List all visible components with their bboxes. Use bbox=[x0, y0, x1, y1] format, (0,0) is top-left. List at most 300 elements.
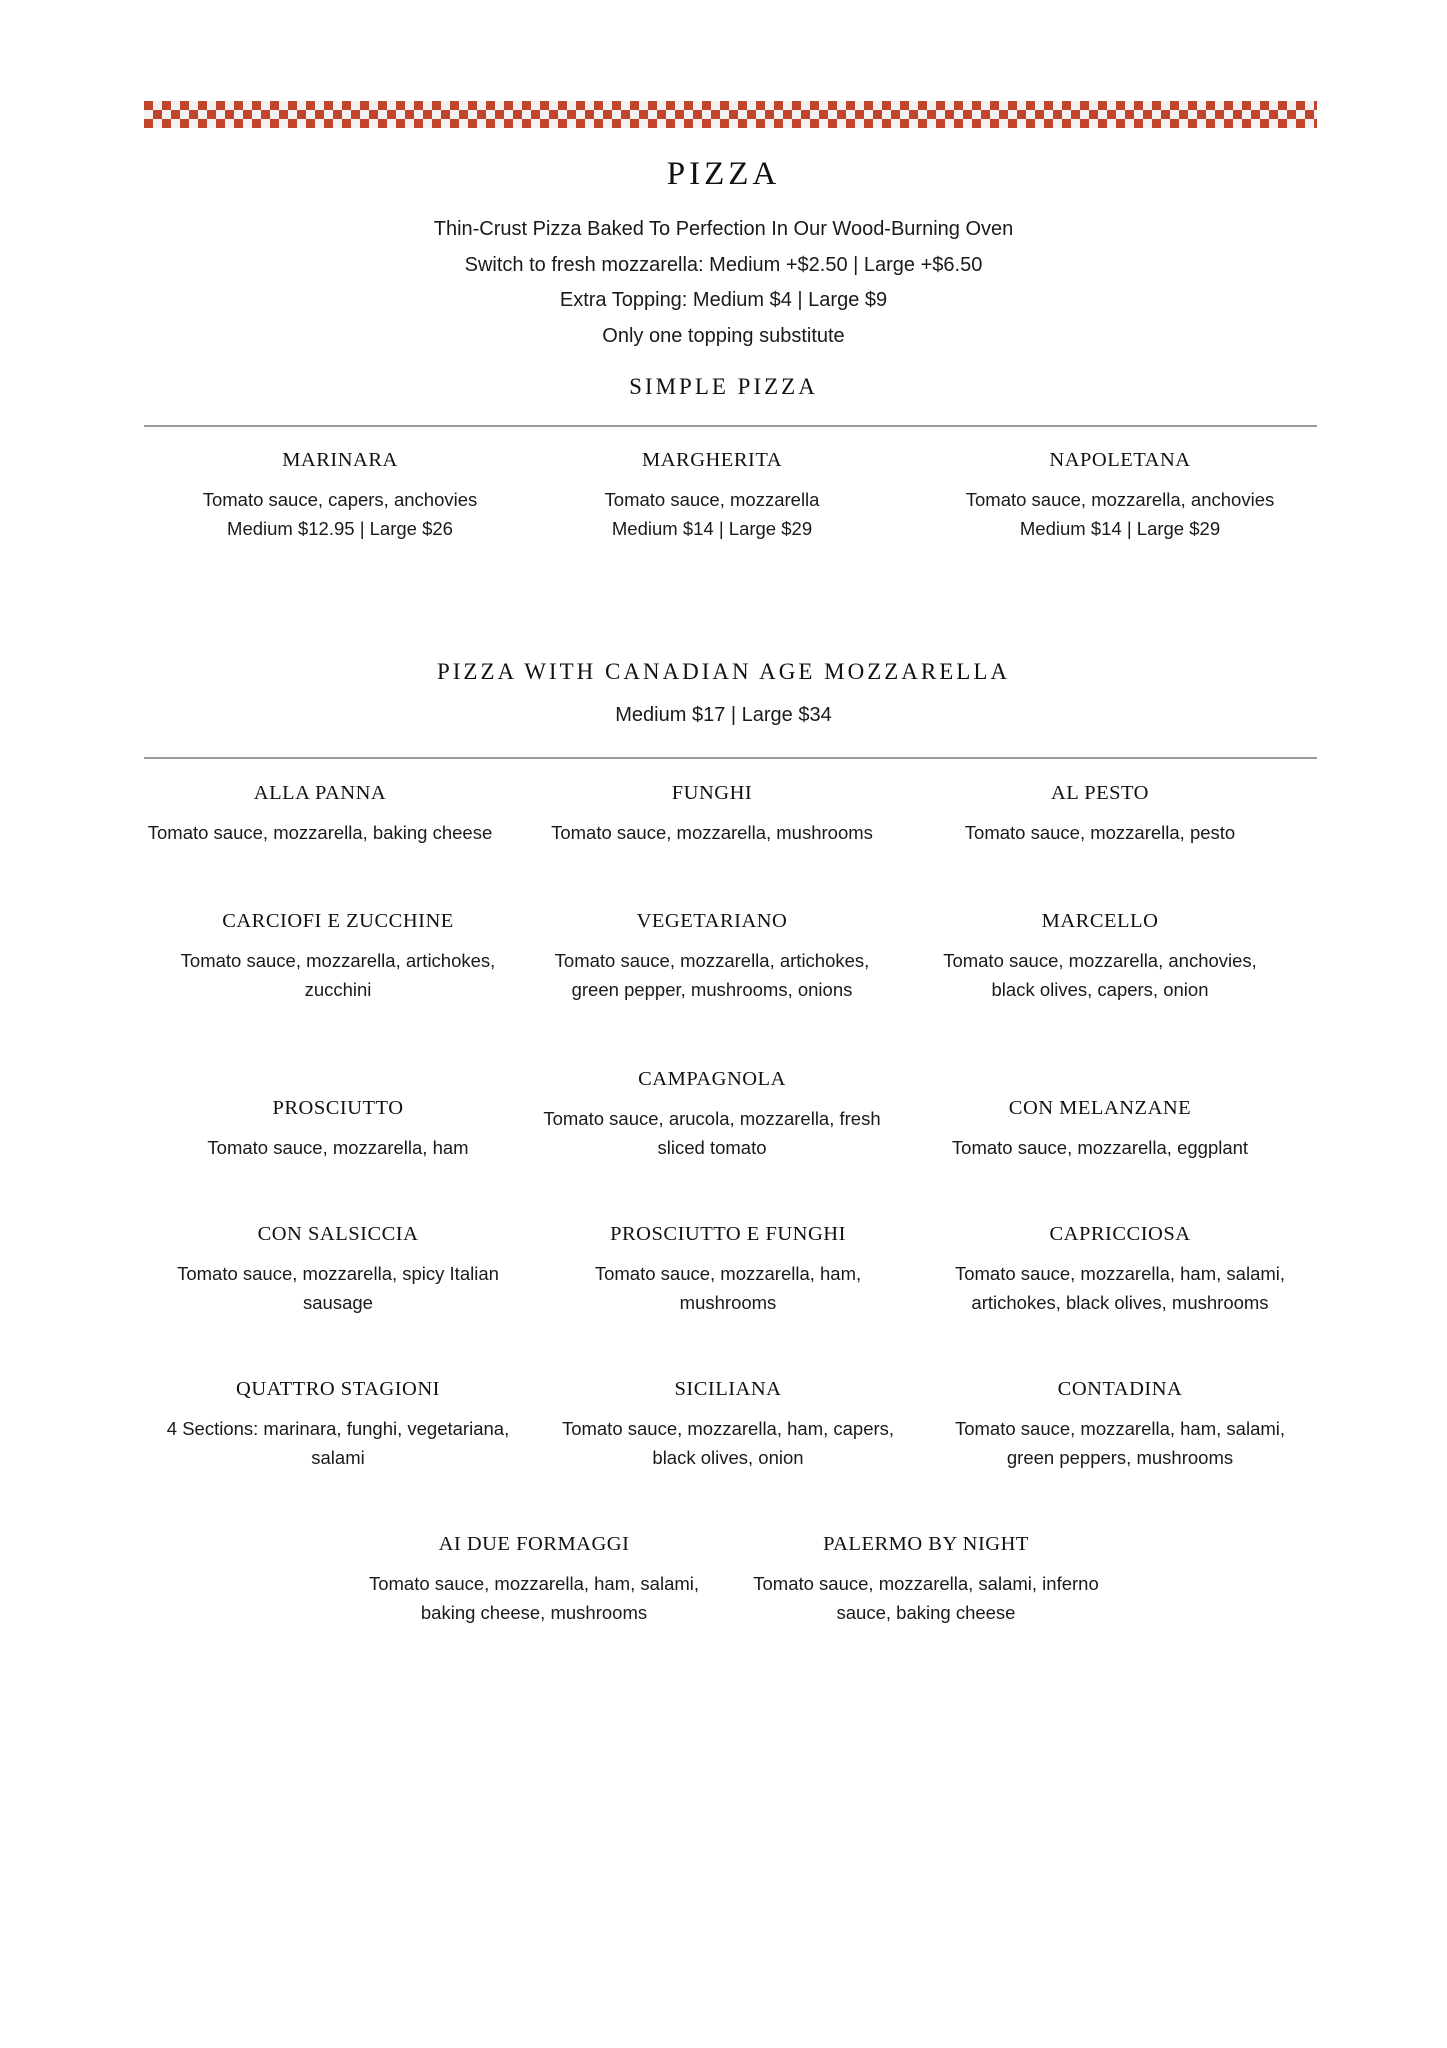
checker-cell bbox=[1224, 119, 1233, 128]
checker-cell bbox=[324, 101, 333, 110]
desc-line: Tomato sauce, mozzarella, ham, salami, bbox=[954, 1418, 1286, 1439]
checker-cell bbox=[1188, 101, 1197, 110]
checker-cell bbox=[1287, 110, 1296, 119]
checker-cell bbox=[990, 119, 999, 128]
checker-cell bbox=[396, 110, 405, 119]
checker-cell bbox=[243, 119, 252, 128]
checker-cell bbox=[1179, 119, 1188, 128]
checker-cell bbox=[1008, 101, 1017, 110]
checker-cell bbox=[1179, 101, 1188, 110]
desc-line: sliced tomato bbox=[657, 1137, 767, 1158]
checker-cell bbox=[927, 119, 936, 128]
checker-cell bbox=[594, 101, 603, 110]
checker-cell bbox=[513, 110, 522, 119]
checker-cell bbox=[198, 101, 207, 110]
checker-cell bbox=[558, 110, 567, 119]
checker-cell bbox=[225, 119, 234, 128]
desc-line: black olives, onion bbox=[652, 1447, 804, 1468]
checker-cell bbox=[315, 110, 324, 119]
checker-cell bbox=[954, 110, 963, 119]
checker-cell bbox=[522, 119, 531, 128]
desc-line: Tomato sauce, mozzarella, anchovies bbox=[965, 489, 1275, 510]
section-title-canadian-mozzarella: PIZZA WITH CANADIAN AGE MOZZARELLA bbox=[436, 659, 1011, 684]
desc-line: Tomato sauce, mozzarella, anchovies, bbox=[943, 950, 1257, 971]
checker-cell bbox=[279, 110, 288, 119]
checker-cell bbox=[666, 110, 675, 119]
checker-cell bbox=[504, 119, 513, 128]
checker-cell bbox=[531, 119, 540, 128]
checker-cell bbox=[810, 101, 819, 110]
checker-cell bbox=[234, 101, 243, 110]
checker-cell bbox=[1197, 119, 1206, 128]
checker-cell bbox=[252, 101, 261, 110]
checker-cell bbox=[963, 101, 972, 110]
section-divider bbox=[144, 757, 1317, 759]
checker-cell bbox=[990, 101, 999, 110]
checker-cell bbox=[198, 119, 207, 128]
checker-cell bbox=[801, 110, 810, 119]
checker-cell bbox=[432, 101, 441, 110]
checker-cell bbox=[549, 119, 558, 128]
checker-cell bbox=[1134, 101, 1143, 110]
checker-cell bbox=[1215, 101, 1224, 110]
checker-cell bbox=[162, 119, 171, 128]
checker-cell bbox=[864, 101, 873, 110]
checker-cell bbox=[396, 101, 405, 110]
checker-cell bbox=[1260, 101, 1269, 110]
checker-cell bbox=[549, 101, 558, 110]
checker-cell bbox=[1278, 110, 1287, 119]
checker-cell bbox=[1080, 101, 1089, 110]
checker-cell bbox=[747, 119, 756, 128]
menu-item-quattro-stagioni bbox=[158, 1378, 518, 1472]
checker-cell bbox=[531, 110, 540, 119]
checker-cell bbox=[1143, 101, 1152, 110]
item-desc bbox=[140, 818, 500, 847]
menu-item-campagnola bbox=[532, 1068, 892, 1162]
checker-cell bbox=[396, 119, 405, 128]
checker-cell bbox=[801, 119, 810, 128]
checker-cell bbox=[999, 119, 1008, 128]
checker-cell bbox=[342, 101, 351, 110]
item-desc bbox=[158, 1133, 518, 1162]
desc-line: Medium $14 | Large $29 bbox=[1019, 518, 1221, 539]
checker-cell bbox=[891, 110, 900, 119]
checker-cell bbox=[909, 110, 918, 119]
checker-cell bbox=[1071, 119, 1080, 128]
intro-line: Extra Topping: Medium $4 | Large $9 bbox=[559, 289, 888, 311]
checker-cell bbox=[369, 110, 378, 119]
checker-cell bbox=[954, 119, 963, 128]
menu-item-con-salsiccia bbox=[158, 1223, 518, 1317]
checker-cell bbox=[1161, 110, 1170, 119]
checker-cell bbox=[828, 110, 837, 119]
checker-cell bbox=[1098, 101, 1107, 110]
item-desc bbox=[940, 485, 1300, 543]
desc-line: Tomato sauce, mozzarella, mushrooms bbox=[551, 822, 873, 843]
checker-cell bbox=[297, 101, 306, 110]
checker-cell bbox=[1089, 101, 1098, 110]
checker-cell bbox=[342, 119, 351, 128]
item-name: CAPRICCIOSA bbox=[1049, 1223, 1191, 1245]
checker-cell bbox=[144, 101, 153, 110]
checker-cell bbox=[711, 119, 720, 128]
checker-cell bbox=[603, 101, 612, 110]
checker-cell bbox=[1314, 119, 1317, 128]
checker-cell bbox=[972, 101, 981, 110]
checker-cell bbox=[756, 110, 765, 119]
checker-cell bbox=[1035, 110, 1044, 119]
checker-cell bbox=[1287, 101, 1296, 110]
checker-cell bbox=[1206, 110, 1215, 119]
checker-cell bbox=[360, 110, 369, 119]
checker-cell bbox=[1242, 110, 1251, 119]
item-desc bbox=[158, 1414, 518, 1472]
desc-line: Medium $14 | Large $29 bbox=[611, 518, 813, 539]
checker-cell bbox=[945, 101, 954, 110]
checker-cell bbox=[450, 110, 459, 119]
checker-cell bbox=[567, 101, 576, 110]
section-price: Medium $17 | Large $34 bbox=[615, 704, 832, 726]
menu-item-carciofi-e-zucchine bbox=[158, 910, 518, 1004]
desc-line: Tomato sauce, capers, anchovies bbox=[202, 489, 478, 510]
checker-cell bbox=[792, 119, 801, 128]
checker-cell bbox=[441, 101, 450, 110]
checker-cell bbox=[315, 119, 324, 128]
checker-cell bbox=[639, 101, 648, 110]
checker-cell bbox=[1314, 101, 1317, 110]
item-name: SICILIANA bbox=[674, 1378, 782, 1400]
checker-cell bbox=[441, 110, 450, 119]
checker-cell bbox=[297, 119, 306, 128]
checker-cell bbox=[882, 101, 891, 110]
desc-line: green pepper, mushrooms, onions bbox=[571, 979, 853, 1000]
checker-cell bbox=[756, 101, 765, 110]
item-desc bbox=[548, 1259, 908, 1317]
checker-cell bbox=[630, 110, 639, 119]
checker-cell bbox=[1269, 101, 1278, 110]
item-desc bbox=[354, 1569, 714, 1627]
checker-cell bbox=[1188, 110, 1197, 119]
checker-cell bbox=[189, 101, 198, 110]
menu-item-marinara bbox=[160, 449, 520, 543]
checker-cell bbox=[297, 110, 306, 119]
checker-cell bbox=[261, 110, 270, 119]
checker-cell bbox=[1134, 119, 1143, 128]
checker-cell bbox=[729, 110, 738, 119]
checker-cell bbox=[1296, 110, 1305, 119]
checker-cell bbox=[585, 110, 594, 119]
checker-cell bbox=[1026, 119, 1035, 128]
checker-cell bbox=[657, 119, 666, 128]
checker-cell bbox=[621, 101, 630, 110]
checker-cell bbox=[873, 101, 882, 110]
desc-line: 4 Sections: marinara, funghi, vegetariana, bbox=[166, 1418, 510, 1439]
item-name: PROSCIUTTO bbox=[272, 1097, 404, 1119]
checker-cell bbox=[279, 101, 288, 110]
desc-line: black olives, capers, onion bbox=[991, 979, 1209, 1000]
checker-cell bbox=[423, 119, 432, 128]
checker-cell bbox=[963, 119, 972, 128]
checker-cell bbox=[711, 110, 720, 119]
section-divider bbox=[144, 425, 1317, 427]
item-desc bbox=[920, 946, 1280, 1004]
checker-cell bbox=[144, 110, 153, 119]
checker-cell bbox=[909, 119, 918, 128]
item-desc bbox=[158, 946, 518, 1004]
checker-cell bbox=[1287, 119, 1296, 128]
checker-cell bbox=[873, 119, 882, 128]
checker-cell bbox=[1098, 110, 1107, 119]
checker-cell bbox=[999, 101, 1008, 110]
checker-cell bbox=[351, 101, 360, 110]
menu-item-alla-panna bbox=[140, 782, 500, 847]
checker-cell bbox=[171, 110, 180, 119]
menu-item-prosciutto bbox=[158, 1097, 518, 1162]
checker-cell bbox=[468, 119, 477, 128]
checker-cell bbox=[1089, 119, 1098, 128]
checker-cell bbox=[1107, 119, 1116, 128]
checker-cell bbox=[378, 119, 387, 128]
checker-cell bbox=[468, 101, 477, 110]
desc-line: Tomato sauce, mozzarella, salami, inferno bbox=[753, 1573, 1099, 1594]
checker-cell bbox=[531, 101, 540, 110]
item-name: MARGHERITA bbox=[641, 449, 783, 471]
checker-cell bbox=[1305, 101, 1314, 110]
item-name: QUATTRO STAGIONI bbox=[236, 1378, 440, 1400]
checker-cell bbox=[918, 101, 927, 110]
checker-cell bbox=[252, 110, 261, 119]
checker-cell bbox=[855, 119, 864, 128]
checker-cell bbox=[1044, 119, 1053, 128]
checker-cell bbox=[936, 110, 945, 119]
desc-line: Tomato sauce, mozzarella, ham bbox=[207, 1137, 469, 1158]
checker-cell bbox=[936, 101, 945, 110]
checker-cell bbox=[1152, 119, 1161, 128]
checker-cell bbox=[603, 119, 612, 128]
checker-cell bbox=[1260, 119, 1269, 128]
checker-cell bbox=[882, 119, 891, 128]
desc-line: mushrooms bbox=[679, 1292, 777, 1313]
checker-cell bbox=[1278, 119, 1287, 128]
checker-cell bbox=[1008, 119, 1017, 128]
checker-cell bbox=[1017, 101, 1026, 110]
checker-cell bbox=[630, 101, 639, 110]
checker-cell bbox=[936, 119, 945, 128]
checker-cell bbox=[1143, 110, 1152, 119]
checker-cell bbox=[1152, 110, 1161, 119]
checker-cell bbox=[504, 101, 513, 110]
item-name: CARCIOFI E ZUCCHINE bbox=[222, 910, 454, 932]
checker-cell bbox=[1305, 110, 1314, 119]
checker-cell bbox=[153, 119, 162, 128]
checker-cell bbox=[594, 110, 603, 119]
checker-cell bbox=[216, 101, 225, 110]
checker-cell bbox=[900, 119, 909, 128]
desc-line: Tomato sauce, mozzarella, ham, salami, bbox=[368, 1573, 700, 1594]
checker-cell bbox=[945, 119, 954, 128]
desc-line: Tomato sauce, arucola, mozzarella, fresh bbox=[543, 1108, 881, 1129]
checker-cell bbox=[234, 110, 243, 119]
checker-cell bbox=[1071, 110, 1080, 119]
checker-cell bbox=[450, 119, 459, 128]
desc-line: Tomato sauce, mozzarella, pesto bbox=[964, 822, 1236, 843]
checker-cell bbox=[1269, 110, 1278, 119]
checker-cell bbox=[1125, 119, 1134, 128]
checker-cell bbox=[1251, 101, 1260, 110]
checker-cell bbox=[477, 101, 486, 110]
checker-cell bbox=[693, 110, 702, 119]
checker-cell bbox=[1116, 110, 1125, 119]
item-name: MARINARA bbox=[282, 449, 398, 471]
checker-cell bbox=[864, 119, 873, 128]
checker-cell bbox=[1224, 110, 1233, 119]
checker-cell bbox=[828, 101, 837, 110]
checker-cell bbox=[900, 110, 909, 119]
checker-cell bbox=[675, 119, 684, 128]
checker-cell bbox=[666, 119, 675, 128]
checker-cell bbox=[792, 101, 801, 110]
checker-cell bbox=[837, 119, 846, 128]
checker-cell bbox=[1098, 119, 1107, 128]
checker-cell bbox=[909, 101, 918, 110]
checker-cell bbox=[1071, 101, 1080, 110]
checker-cell bbox=[1089, 110, 1098, 119]
checker-cell bbox=[576, 101, 585, 110]
checker-cell bbox=[495, 110, 504, 119]
checker-cell bbox=[1053, 110, 1062, 119]
checker-cell bbox=[1188, 119, 1197, 128]
checker-cell bbox=[540, 110, 549, 119]
checker-cell bbox=[702, 110, 711, 119]
checker-cell bbox=[765, 101, 774, 110]
checker-cell bbox=[558, 101, 567, 110]
checker-cell bbox=[333, 119, 342, 128]
checker-cell bbox=[1053, 119, 1062, 128]
checker-cell bbox=[684, 110, 693, 119]
checker-cell bbox=[252, 119, 261, 128]
desc-line: artichokes, black olives, mushrooms bbox=[971, 1292, 1269, 1313]
checker-cell bbox=[585, 119, 594, 128]
checker-cell bbox=[666, 101, 675, 110]
checker-cell bbox=[1206, 119, 1215, 128]
checker-cell bbox=[405, 119, 414, 128]
checker-cell bbox=[324, 119, 333, 128]
checker-cell bbox=[324, 110, 333, 119]
checker-cell bbox=[846, 119, 855, 128]
checker-cell bbox=[1152, 101, 1161, 110]
checker-cell bbox=[1026, 110, 1035, 119]
checker-cell bbox=[1170, 101, 1179, 110]
intro-line: Only one topping substitute bbox=[602, 324, 845, 347]
checker-cell bbox=[1116, 119, 1125, 128]
checker-cell bbox=[468, 110, 477, 119]
checker-cell bbox=[288, 110, 297, 119]
checker-cell bbox=[216, 119, 225, 128]
checker-cell bbox=[684, 101, 693, 110]
checker-cell bbox=[981, 119, 990, 128]
checker-cell bbox=[1017, 110, 1026, 119]
checker-cell bbox=[1233, 110, 1242, 119]
checker-cell bbox=[774, 119, 783, 128]
checker-cell bbox=[1026, 101, 1035, 110]
checker-cell bbox=[729, 119, 738, 128]
checker-cell bbox=[720, 101, 729, 110]
checker-cell bbox=[351, 110, 360, 119]
desc-line: Medium $12.95 | Large $26 bbox=[227, 518, 453, 539]
checker-cell bbox=[153, 110, 162, 119]
checker-cell bbox=[423, 110, 432, 119]
checker-cell bbox=[180, 110, 189, 119]
checker-cell bbox=[819, 101, 828, 110]
checker-cell bbox=[576, 110, 585, 119]
item-desc bbox=[746, 1569, 1106, 1627]
checker-cell bbox=[243, 101, 252, 110]
desc-line: sauce, baking cheese bbox=[836, 1602, 1016, 1623]
checker-cell bbox=[1035, 119, 1044, 128]
checker-cell bbox=[522, 110, 531, 119]
item-name: FUNGHI bbox=[671, 782, 753, 804]
checker-cell bbox=[783, 119, 792, 128]
checker-cell bbox=[513, 101, 522, 110]
checker-cell bbox=[801, 101, 810, 110]
checker-cell bbox=[738, 101, 747, 110]
checker-cell bbox=[1161, 119, 1170, 128]
checker-cell bbox=[774, 110, 783, 119]
item-name: AL PESTO bbox=[1051, 782, 1149, 804]
checker-cell bbox=[1251, 119, 1260, 128]
checker-cell bbox=[882, 110, 891, 119]
checker-cell bbox=[513, 119, 522, 128]
checker-cell bbox=[207, 110, 216, 119]
checker-cell bbox=[792, 110, 801, 119]
checker-cell bbox=[1134, 110, 1143, 119]
checker-cell bbox=[648, 110, 657, 119]
intro-line: Thin-Crust Pizza Baked To Perfection In Our Wood-Burning Oven bbox=[433, 218, 1014, 240]
checker-cell bbox=[144, 119, 153, 128]
checker-cell bbox=[747, 110, 756, 119]
menu-item-vegetariano bbox=[532, 910, 892, 1004]
checker-cell bbox=[198, 110, 207, 119]
menu-item-contadina bbox=[940, 1378, 1300, 1472]
checker-cell bbox=[495, 119, 504, 128]
checker-cell bbox=[918, 119, 927, 128]
checker-cell bbox=[630, 119, 639, 128]
checker-cell bbox=[432, 110, 441, 119]
checker-cell bbox=[639, 110, 648, 119]
checker-cell bbox=[1116, 101, 1125, 110]
checker-cell bbox=[414, 119, 423, 128]
intro-line: Switch to fresh mozzarella: Medium +$2.50 | Large +$6.50 bbox=[464, 253, 983, 276]
checker-cell bbox=[855, 110, 864, 119]
checker-cell bbox=[1242, 101, 1251, 110]
checker-cell bbox=[387, 101, 396, 110]
item-name: AI DUE FORMAGGI bbox=[438, 1533, 630, 1555]
desc-line: Tomato sauce, mozzarella, baking cheese bbox=[147, 822, 493, 843]
checker-cell bbox=[369, 119, 378, 128]
checker-cell bbox=[810, 110, 819, 119]
item-desc bbox=[940, 1414, 1300, 1472]
checker-cell bbox=[783, 110, 792, 119]
checker-cell bbox=[1260, 110, 1269, 119]
checker-cell bbox=[450, 101, 459, 110]
checker-cell bbox=[1242, 119, 1251, 128]
desc-line: green peppers, mushrooms bbox=[1006, 1447, 1234, 1468]
desc-line: Tomato sauce, mozzarella, artichokes, bbox=[554, 950, 870, 971]
checker-cell bbox=[459, 110, 468, 119]
item-name: CONTADINA bbox=[1057, 1378, 1183, 1400]
checker-cell bbox=[189, 119, 198, 128]
